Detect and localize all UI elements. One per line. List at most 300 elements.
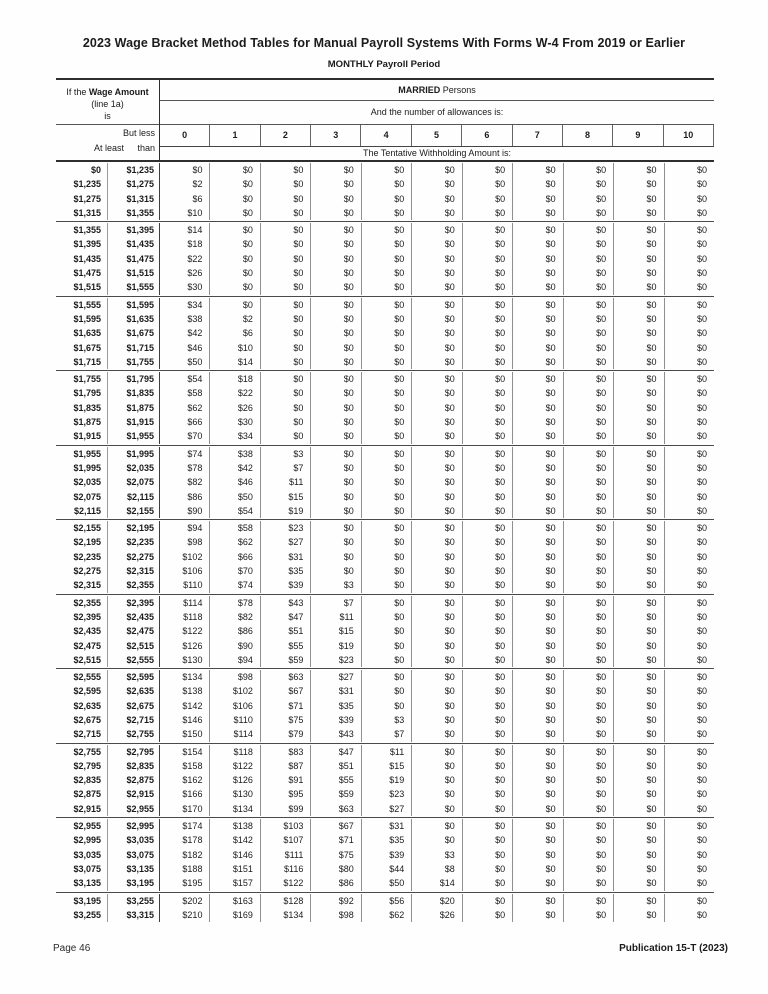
- amount-cell: $39: [261, 578, 311, 592]
- amount-cell: $95: [261, 787, 311, 801]
- amount-cell: $0: [362, 429, 412, 443]
- amount-cell: $0: [160, 163, 210, 177]
- amount-cell: $0: [564, 624, 614, 638]
- amount-cell: $18: [210, 372, 260, 386]
- amount-cell: $0: [362, 280, 412, 294]
- amount-cell: $0: [614, 684, 664, 698]
- but-less-cell: $1,915: [108, 415, 160, 429]
- amount-cell: $10: [210, 341, 260, 355]
- at-least-cell: $2,555: [56, 670, 108, 684]
- amount-cell: $0: [261, 280, 311, 294]
- amount-cell: $0: [412, 535, 462, 549]
- amount-cell: $126: [160, 639, 210, 653]
- amount-cell: $0: [311, 223, 361, 237]
- table-row: [56, 535, 714, 549]
- amount-cell: $0: [463, 848, 513, 862]
- amount-cell: $0: [513, 177, 563, 191]
- table-row: [56, 550, 714, 564]
- amount-cell: $0: [564, 341, 614, 355]
- amount-cell: $0: [696, 909, 707, 920]
- amount-cell: $0: [362, 550, 412, 564]
- amount-cell: $0: [210, 177, 260, 191]
- amount-cell: $0: [696, 388, 707, 399]
- amount-cell: $0: [513, 639, 563, 653]
- table-row: [56, 372, 714, 386]
- amount-cell: $0: [463, 280, 513, 294]
- amount-cell: $43: [311, 727, 361, 741]
- allowance-col-9: 9: [613, 125, 663, 146]
- amount-cell: $98: [210, 670, 260, 684]
- amount-cell: $0: [412, 401, 462, 415]
- amount-cell: $146: [160, 713, 210, 727]
- amount-cell: $0: [696, 268, 707, 279]
- amount-cell: $0: [564, 745, 614, 759]
- amount-cell: $0: [564, 326, 614, 340]
- amount-cell: $0: [696, 863, 707, 874]
- at-least-cell: $2,075: [56, 490, 108, 504]
- amount-cell: $0: [463, 355, 513, 369]
- amount-cell: $138: [160, 684, 210, 698]
- bracket-group: [56, 668, 714, 742]
- amount-cell: $0: [614, 521, 664, 535]
- amount-cell: $0: [614, 596, 664, 610]
- amount-cell: $3: [261, 447, 311, 461]
- amount-cell: $75: [261, 713, 311, 727]
- amount-cell: $0: [513, 894, 563, 908]
- amount-cell: $18: [160, 237, 210, 251]
- amount-cell: $0: [696, 417, 707, 428]
- amount-cell: $0: [261, 326, 311, 340]
- amount-cell: $0: [614, 876, 664, 890]
- amount-cell: $0: [412, 415, 462, 429]
- amount-cell: $0: [311, 237, 361, 251]
- amount-cell: $0: [614, 802, 664, 816]
- bracket-group: [56, 162, 714, 221]
- allowance-col-7: 7: [513, 125, 563, 146]
- at-least-cell: $2,115: [56, 504, 108, 518]
- amount-cell: $58: [160, 386, 210, 400]
- amount-cell: $11: [362, 745, 412, 759]
- amount-cell: $0: [564, 759, 614, 773]
- amount-cell: $6: [160, 192, 210, 206]
- amount-cell: $102: [160, 550, 210, 564]
- amount-cell: $0: [311, 461, 361, 475]
- amount-cell: $162: [160, 773, 210, 787]
- amount-cell: $0: [463, 745, 513, 759]
- amount-cell: $0: [463, 401, 513, 415]
- bracket-group: [56, 519, 714, 593]
- amount-cell: $0: [696, 611, 707, 622]
- amount-cell: $0: [696, 477, 707, 488]
- amount-cell: $92: [311, 894, 361, 908]
- amount-cell: $122: [160, 624, 210, 638]
- amount-cell: $118: [210, 745, 260, 759]
- but-less-cell: $3,195: [108, 876, 160, 890]
- amount-cell: $0: [463, 653, 513, 667]
- at-least-cell: $2,275: [56, 564, 108, 578]
- amount-cell: $0: [412, 564, 462, 578]
- table-row: [56, 298, 714, 312]
- amount-cell: $54: [210, 504, 260, 518]
- amount-cell: $47: [261, 610, 311, 624]
- amount-cell: $0: [362, 504, 412, 518]
- at-least-cell: $2,915: [56, 802, 108, 816]
- amount-cell: $0: [463, 490, 513, 504]
- amount-cell: $0: [513, 192, 563, 206]
- amount-cell: $0: [696, 714, 707, 725]
- amount-cell: $0: [696, 895, 707, 906]
- amount-cell: $50: [160, 355, 210, 369]
- table-row: [56, 223, 714, 237]
- amount-cell: $0: [564, 550, 614, 564]
- amount-cell: $0: [261, 386, 311, 400]
- amount-cell: $0: [696, 448, 707, 459]
- amount-cell: $118: [160, 610, 210, 624]
- amount-cell: $126: [210, 773, 260, 787]
- amount-cell: $27: [311, 670, 361, 684]
- amount-cell: $78: [210, 596, 260, 610]
- allowances-header: [160, 80, 714, 160]
- but-less-cell: $2,075: [108, 475, 160, 489]
- table-row: [56, 624, 714, 638]
- at-least-cell: $2,595: [56, 684, 108, 698]
- amount-cell: $0: [513, 862, 563, 876]
- amount-cell: $0: [311, 312, 361, 326]
- but-less-cell: $1,355: [108, 206, 160, 220]
- amount-cell: $0: [564, 833, 614, 847]
- page-title: 2023 Wage Bracket Method Tables for Manual Payroll Systems With Forms W-4 From 2019 or Earlier: [82, 36, 686, 50]
- bracket-group: [56, 296, 714, 370]
- amount-cell: $44: [362, 862, 412, 876]
- amount-cell: $0: [513, 876, 563, 890]
- amount-cell: $35: [362, 833, 412, 847]
- amount-cell: $0: [463, 206, 513, 220]
- amount-cell: $66: [210, 550, 260, 564]
- amount-cell: $0: [614, 848, 664, 862]
- amount-cell: $0: [412, 237, 462, 251]
- amount-cell: $0: [614, 773, 664, 787]
- amount-cell: $19: [362, 773, 412, 787]
- amount-cell: $0: [696, 537, 707, 548]
- bracket-group: [56, 743, 714, 817]
- allowance-col-10: 10: [664, 125, 714, 146]
- table-row: [56, 759, 714, 773]
- amount-cell: $0: [614, 447, 664, 461]
- but-less-cell: $1,315: [108, 192, 160, 206]
- amount-cell: $0: [513, 461, 563, 475]
- but-less-cell: $1,515: [108, 266, 160, 280]
- table-row: [56, 490, 714, 504]
- table-row: [56, 504, 714, 518]
- amount-cell: $0: [412, 312, 462, 326]
- amount-cell: $0: [696, 179, 707, 190]
- amount-cell: $0: [362, 564, 412, 578]
- amount-cell: $0: [362, 670, 412, 684]
- wage-column-labels: [56, 125, 159, 160]
- amount-cell: $0: [412, 177, 462, 191]
- but-less-cell: $2,195: [108, 521, 160, 535]
- amount-cell: $0: [463, 727, 513, 741]
- amount-cell: $0: [412, 773, 462, 787]
- but-less-cell: $2,915: [108, 787, 160, 801]
- amount-cell: $82: [210, 610, 260, 624]
- but-less-cell: $2,795: [108, 745, 160, 759]
- amount-cell: $0: [311, 521, 361, 535]
- amount-cell: $0: [513, 802, 563, 816]
- amount-cell: $0: [614, 727, 664, 741]
- amount-cell: $0: [412, 490, 462, 504]
- amount-cell: $47: [311, 745, 361, 759]
- amount-cell: $0: [564, 475, 614, 489]
- amount-cell: $0: [412, 521, 462, 535]
- amount-cell: $110: [210, 713, 260, 727]
- but-less-cell: $2,155: [108, 504, 160, 518]
- at-least-cell: $3,075: [56, 862, 108, 876]
- at-least-cell: $2,675: [56, 713, 108, 727]
- at-least-cell: $2,635: [56, 699, 108, 713]
- allowance-col-8: 8: [563, 125, 613, 146]
- amount-cell: $0: [513, 206, 563, 220]
- amount-cell: $0: [412, 727, 462, 741]
- amount-cell: $0: [362, 461, 412, 475]
- amount-cell: $15: [362, 759, 412, 773]
- amount-cell: $86: [160, 490, 210, 504]
- amount-cell: $138: [210, 819, 260, 833]
- amount-cell: $0: [463, 787, 513, 801]
- amount-cell: $0: [696, 239, 707, 250]
- amount-cell: $142: [210, 833, 260, 847]
- amount-cell: $39: [362, 848, 412, 862]
- amount-cell: $0: [513, 415, 563, 429]
- amount-cell: $107: [261, 833, 311, 847]
- amount-cell: $0: [412, 610, 462, 624]
- amount-cell: $0: [564, 787, 614, 801]
- amount-cell: $0: [463, 713, 513, 727]
- but-less-cell: $2,035: [108, 461, 160, 475]
- amount-cell: $0: [362, 578, 412, 592]
- amount-cell: $27: [261, 535, 311, 549]
- amount-cell: $0: [412, 596, 462, 610]
- amount-cell: $0: [614, 624, 664, 638]
- amount-cell: $0: [614, 699, 664, 713]
- amount-cell: $0: [463, 429, 513, 443]
- at-least-cell: $1,835: [56, 401, 108, 415]
- amount-cell: $0: [513, 401, 563, 415]
- table-row: [56, 908, 714, 922]
- at-least-cell: $1,755: [56, 372, 108, 386]
- amount-cell: $0: [564, 252, 614, 266]
- amount-cell: $154: [160, 745, 210, 759]
- amount-cell: $0: [463, 759, 513, 773]
- but-less-cell: $2,955: [108, 802, 160, 816]
- at-least-cell: $2,395: [56, 610, 108, 624]
- amount-cell: $134: [210, 802, 260, 816]
- amount-cell: $0: [513, 237, 563, 251]
- amount-cell: $0: [311, 550, 361, 564]
- at-least-cell: $1,315: [56, 206, 108, 220]
- amount-cell: $0: [463, 535, 513, 549]
- amount-cell: $0: [513, 280, 563, 294]
- allowances-label: And the number of allowances is:: [160, 101, 714, 125]
- amount-cell: $0: [362, 653, 412, 667]
- amount-cell: $0: [463, 624, 513, 638]
- bracket-group: [56, 817, 714, 891]
- amount-cell: $0: [463, 372, 513, 386]
- amount-cell: $0: [513, 670, 563, 684]
- amount-cell: $70: [160, 429, 210, 443]
- but-less-cell: $2,275: [108, 550, 160, 564]
- amount-cell: $0: [412, 447, 462, 461]
- amount-cell: $0: [614, 819, 664, 833]
- amount-cell: $26: [160, 266, 210, 280]
- amount-cell: $0: [362, 699, 412, 713]
- amount-cell: $0: [614, 177, 664, 191]
- amount-cell: $0: [696, 523, 707, 534]
- table-row: [56, 326, 714, 340]
- but-less-cell: $2,555: [108, 653, 160, 667]
- at-least-cell: $3,255: [56, 908, 108, 922]
- amount-cell: $0: [564, 578, 614, 592]
- amount-cell: $0: [614, 745, 664, 759]
- amount-cell: $0: [261, 266, 311, 280]
- amount-cell: $14: [210, 355, 260, 369]
- amount-cell: $51: [261, 624, 311, 638]
- amount-cell: $0: [463, 447, 513, 461]
- amount-cell: $169: [210, 908, 260, 922]
- amount-cell: $0: [513, 326, 563, 340]
- amount-cell: $0: [513, 312, 563, 326]
- table-row: [56, 848, 714, 862]
- amount-cell: $0: [564, 908, 614, 922]
- amount-cell: $0: [463, 596, 513, 610]
- table-row: [56, 341, 714, 355]
- wage-label-prefix: If the: [66, 87, 89, 97]
- but-less-cell: $1,835: [108, 386, 160, 400]
- amount-cell: $151: [210, 862, 260, 876]
- amount-cell: $0: [564, 372, 614, 386]
- amount-cell: $0: [210, 223, 260, 237]
- amount-cell: $7: [311, 596, 361, 610]
- amount-cell: $0: [463, 819, 513, 833]
- but-less-cell: $2,675: [108, 699, 160, 713]
- amount-cell: $0: [362, 163, 412, 177]
- amount-cell: $0: [463, 550, 513, 564]
- at-least-cell: $2,755: [56, 745, 108, 759]
- at-least-cell: $2,515: [56, 653, 108, 667]
- amount-cell: $0: [311, 192, 361, 206]
- amount-cell: $50: [362, 876, 412, 890]
- but-less-cell: $1,995: [108, 447, 160, 461]
- amount-cell: $0: [311, 341, 361, 355]
- amount-cell: $188: [160, 862, 210, 876]
- amount-cell: $0: [696, 849, 707, 860]
- amount-cell: $0: [614, 280, 664, 294]
- amount-cell: $0: [463, 266, 513, 280]
- amount-cell: $0: [463, 237, 513, 251]
- amount-cell: $0: [696, 821, 707, 832]
- table-row: [56, 461, 714, 475]
- at-least-cell: $1,915: [56, 429, 108, 443]
- persons-rest: Persons: [440, 85, 476, 95]
- amount-cell: $0: [696, 835, 707, 846]
- amount-cell: $6: [210, 326, 260, 340]
- amount-cell: $0: [362, 521, 412, 535]
- amount-cell: $0: [564, 699, 614, 713]
- at-least-cell: $2,195: [56, 535, 108, 549]
- amount-cell: $122: [210, 759, 260, 773]
- but-less-cell: $2,595: [108, 670, 160, 684]
- amount-cell: $114: [210, 727, 260, 741]
- amount-cell: $0: [614, 355, 664, 369]
- at-least-cell: $1,995: [56, 461, 108, 475]
- table-row: [56, 280, 714, 294]
- amount-cell: $0: [412, 833, 462, 847]
- wage-amount-label: [56, 80, 159, 125]
- amount-cell: $35: [261, 564, 311, 578]
- amount-cell: $0: [412, 386, 462, 400]
- amount-cell: $0: [513, 624, 563, 638]
- table-row: [56, 610, 714, 624]
- amount-cell: $2: [160, 177, 210, 191]
- amount-cell: $0: [696, 654, 707, 665]
- amount-cell: $142: [160, 699, 210, 713]
- amount-cell: $0: [696, 878, 707, 889]
- amount-cell: $0: [564, 386, 614, 400]
- amount-cell: $46: [160, 341, 210, 355]
- table-row: [56, 564, 714, 578]
- amount-cell: $0: [513, 475, 563, 489]
- amount-cell: $0: [614, 713, 664, 727]
- but-less-label: But less: [122, 128, 155, 138]
- amount-cell: $0: [564, 653, 614, 667]
- amount-cell: $0: [362, 475, 412, 489]
- amount-cell: $0: [614, 386, 664, 400]
- amount-cell: $0: [261, 252, 311, 266]
- amount-cell: $0: [210, 266, 260, 280]
- amount-cell: $19: [261, 504, 311, 518]
- amount-cell: $0: [696, 299, 707, 310]
- amount-cell: $0: [564, 773, 614, 787]
- amount-cell: $63: [311, 802, 361, 816]
- amount-cell: $0: [412, 461, 462, 475]
- amount-cell: $23: [261, 521, 311, 535]
- amount-cell: $0: [564, 266, 614, 280]
- amount-cell: $0: [513, 447, 563, 461]
- amount-cell: $0: [362, 610, 412, 624]
- amount-cell: $63: [261, 670, 311, 684]
- allowance-col-0: 0: [160, 125, 210, 146]
- amount-cell: $0: [564, 610, 614, 624]
- amount-cell: $94: [210, 653, 260, 667]
- amount-cell: $0: [696, 462, 707, 473]
- amount-cell: $0: [614, 429, 664, 443]
- amount-cell: $0: [463, 326, 513, 340]
- but-less-cell: $1,555: [108, 280, 160, 294]
- amount-cell: $55: [261, 639, 311, 653]
- amount-cell: $0: [513, 653, 563, 667]
- but-less-cell: $1,675: [108, 326, 160, 340]
- amount-cell: $0: [362, 596, 412, 610]
- table-row: [56, 447, 714, 461]
- allowance-numbers-row: [160, 125, 714, 147]
- amount-cell: $0: [311, 429, 361, 443]
- amount-cell: $0: [513, 223, 563, 237]
- amount-cell: $0: [513, 355, 563, 369]
- amount-cell: $51: [311, 759, 361, 773]
- amount-cell: $202: [160, 894, 210, 908]
- amount-cell: $67: [261, 684, 311, 698]
- amount-cell: $59: [261, 653, 311, 667]
